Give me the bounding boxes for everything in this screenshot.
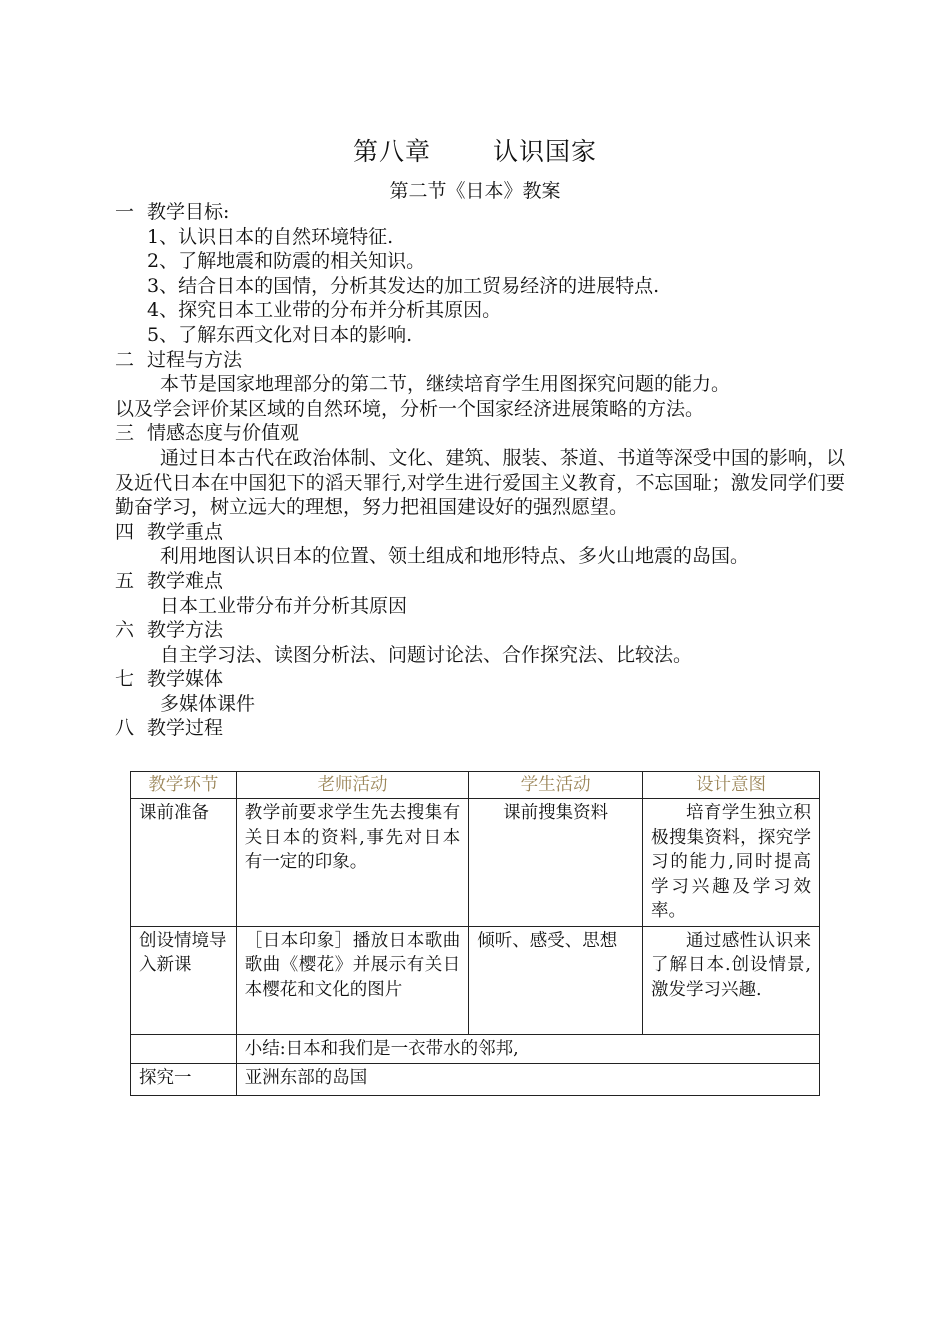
section-heading-procedure: 八 教学过程 [115,717,224,740]
teacher-activity-cell: ［日本印象］播放日本歌曲歌曲《樱花》并展示有关日本樱花和文化的图片 [236,926,468,1034]
design-intent-cell: 通过感性认识来了解日本.创设情景,激发学习兴趣. [643,926,820,1034]
table-header-cell: 老师活动 [236,772,468,799]
attitude-text: 通过日本古代在政治体制、文化、建筑、服装、茶道、书道等深受中国的影响，以及近代日本在中国犯下的滔天罪行,对学生进行爱国主义教育，不忘国耻；激发同学们要勤奋学习，树立远大的理想，努力把祖国建设好的强烈愿望。 [115,446,845,519]
table-row [131,1064,820,1096]
section-heading-objectives: 一 教学目标: [115,201,230,223]
lesson-subtitle: 第二节《日本》教案 [389,180,561,202]
objective-item: 4、探究日本工业带的分布并分析其原因。 [147,299,502,322]
table-header-row [131,772,820,799]
stage-cell: 课前准备 [131,799,237,927]
section-heading-process: 二 过程与方法 [115,348,243,371]
teaching-process-table [130,771,820,1096]
section-heading-attitude: 三 情感态度与价值观 [115,422,300,445]
document-body [115,200,845,741]
stage-cell: 创设情境导入新课 [131,926,237,1034]
student-activity-cell: 倾听、感受、思想 [469,926,643,1034]
chapter-name: 认识国家 [493,137,598,166]
process-text-a: 本节是国家地理部分的第二节，继续培育学生用图探究问题的能力。 [160,373,731,396]
table-row [131,926,820,1034]
teacher-activity-cell: 教学前要求学生先去搜集有关日本的资料,事先对日本有一定的印象。 [236,799,468,927]
table-row [131,1034,820,1064]
section-heading-media: 七 教学媒体 [115,668,224,691]
summary-cell: 小结:日本和我们是一衣带水的邻邦, [236,1034,819,1064]
section-heading-difficulties: 五 教学难点 [115,569,224,592]
media-text: 多媒体课件 [160,692,256,715]
table-header-cell: 学生活动 [469,772,643,799]
stage-cell: 探究一 [131,1064,237,1096]
topic-cell: 亚洲东部的岛国 [236,1064,819,1096]
table-header-cell: 设计意图 [643,772,820,799]
objective-item: 2、了解地震和防震的相关知识。 [147,250,426,273]
objective-item: 1、认识日本的自然环境特征. [147,225,394,248]
objective-item: 5、了解东西文化对日本的影响. [147,323,413,346]
table-row [131,799,820,927]
student-activity-cell: 课前搜集资料 [469,799,643,927]
chapter-title [0,132,950,168]
chapter-number: 第八章 [352,137,431,166]
key-points-text: 利用地图认识日本的位置、领土组成和地形特点、多火山地震的岛国。 [160,545,750,568]
design-intent-cell: 培育学生独立积极搜集资料，探究学习的能力,同时提高学习兴趣及学习效率。 [643,799,820,927]
objective-item: 3、结合日本的国情，分析其发达的加工贸易经济的进展特点. [147,274,660,297]
methods-text: 自主学习法、读图分析法、问题讨论法、合作探究法、比较法。 [160,643,693,666]
table-header-cell: 教学环节 [131,772,237,799]
stage-cell [131,1034,237,1064]
section-heading-methods: 六 教学方法 [115,619,224,642]
process-text-b: 以及学会评价某区域的自然环境，分析一个国家经济进展策略的方法。 [115,397,705,420]
section-heading-key-points: 四 教学重点 [115,520,224,543]
difficulties-text: 日本工业带分布并分析其原因 [160,594,408,617]
